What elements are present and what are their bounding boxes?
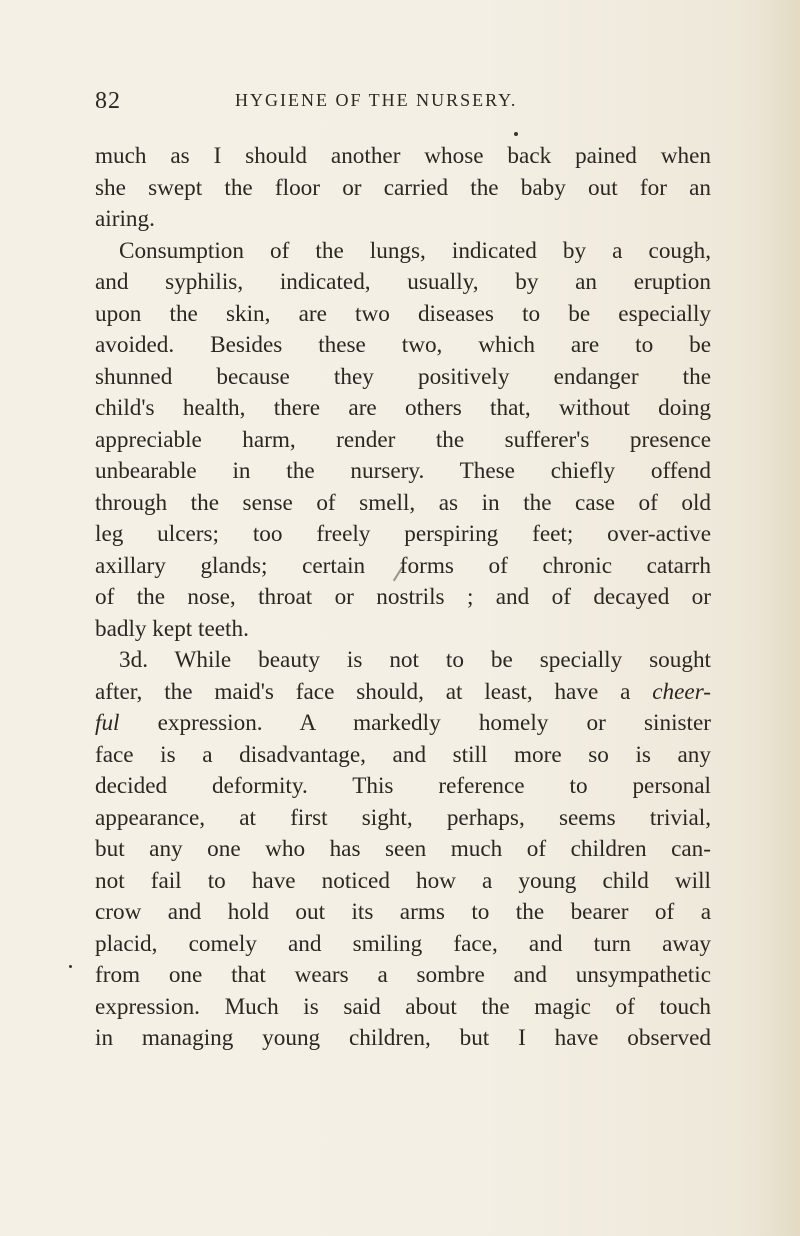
text-line — [95, 173, 711, 205]
text-line — [95, 456, 711, 488]
text-run: badly kept teeth. — [95, 615, 249, 642]
paragraph — [95, 236, 711, 646]
text-line — [95, 488, 711, 520]
text-run: decided deformity. This reference to personal — [95, 773, 711, 799]
text-line — [95, 582, 711, 614]
text-line — [95, 204, 711, 236]
paragraph — [95, 141, 711, 236]
text-line — [95, 645, 711, 677]
text-line — [95, 897, 711, 929]
text-run: face is a disadvantage, and still more so is any — [95, 741, 711, 768]
italic-word: ful — [95, 710, 120, 736]
text-run: of the nose, throat or nostrils ; and of decayed or — [95, 584, 711, 610]
text-line — [95, 362, 711, 394]
paragraph — [95, 645, 711, 1055]
text-line — [95, 551, 711, 583]
text-run: appearance, at first sight, perhaps, seems trivial, — [95, 804, 711, 831]
text-line — [95, 330, 711, 362]
text-run: unbearable in the nursery. These chiefly offend — [95, 458, 711, 484]
ink-speck — [514, 132, 518, 136]
italic-word: cheer- — [652, 678, 711, 705]
text-run: child's health, there are others that, without doing — [95, 395, 711, 421]
ink-speck — [69, 965, 72, 968]
text-run: through the sense of smell, as in the case of old — [95, 489, 711, 516]
text-run: airing. — [95, 206, 155, 232]
text-line — [95, 141, 711, 173]
text-line — [95, 393, 711, 425]
text-run: expression. A markedly homely or sinister — [119, 710, 711, 736]
text-line — [95, 1023, 711, 1055]
body-text — [95, 141, 711, 1055]
text-line — [95, 866, 711, 898]
text-run: crow and hold out its arms to the bearer of a — [95, 899, 711, 925]
text-run: not fail to have noticed how a young child will — [95, 867, 711, 894]
text-line — [95, 614, 711, 646]
text-line — [95, 960, 711, 992]
page-header — [95, 88, 711, 118]
text-run: avoided. Besides these two, which are to be — [95, 332, 711, 358]
text-run: axillary glands; certain forms of chronic catarrh — [95, 552, 711, 579]
text-run: leg ulcers; too freely perspiring feet; over-active — [95, 521, 711, 547]
text-run: 3d. While beauty is not to be specially sought — [119, 647, 711, 673]
text-run: from one that wears a sombre and unsympathetic — [95, 962, 711, 988]
text-line — [95, 425, 711, 457]
text-line — [95, 299, 711, 331]
text-line — [95, 236, 711, 268]
text-run: much as I should another whose back pained when — [95, 143, 711, 169]
text-line — [95, 929, 711, 961]
page-number: 82 — [95, 88, 121, 114]
text-line — [95, 771, 711, 803]
running-head: HYGIENE OF THE NURSERY. — [235, 90, 518, 110]
text-line — [95, 740, 711, 772]
text-line — [95, 834, 711, 866]
text-line — [95, 677, 711, 709]
text-run: placid, comely and smiling face, and turn away — [95, 930, 711, 957]
text-line — [95, 267, 711, 299]
text-run: expression. Much is said about the magic of touch — [95, 993, 711, 1020]
text-line — [95, 992, 711, 1024]
text-run: after, the maid's face should, at least, have a — [95, 678, 653, 705]
text-run: in managing young children, but I have observed — [95, 1025, 711, 1051]
text-line — [95, 803, 711, 835]
page-edge-shadow — [760, 0, 800, 1236]
text-line — [95, 708, 711, 740]
text-run: appreciable harm, render the sufferer's presence — [95, 426, 711, 453]
text-line — [95, 519, 711, 551]
text-run: but any one who has seen much of children can- — [95, 836, 711, 862]
text-run: Consumption of the lungs, indicated by a cough, — [119, 237, 711, 264]
text-run: upon the skin, are two diseases to be especially — [95, 300, 711, 327]
text-run: shunned because they positively endanger the — [95, 363, 711, 390]
text-run: she swept the floor or carried the baby out for an — [95, 174, 711, 201]
text-run: and syphilis, indicated, usually, by an eruption — [95, 269, 711, 295]
